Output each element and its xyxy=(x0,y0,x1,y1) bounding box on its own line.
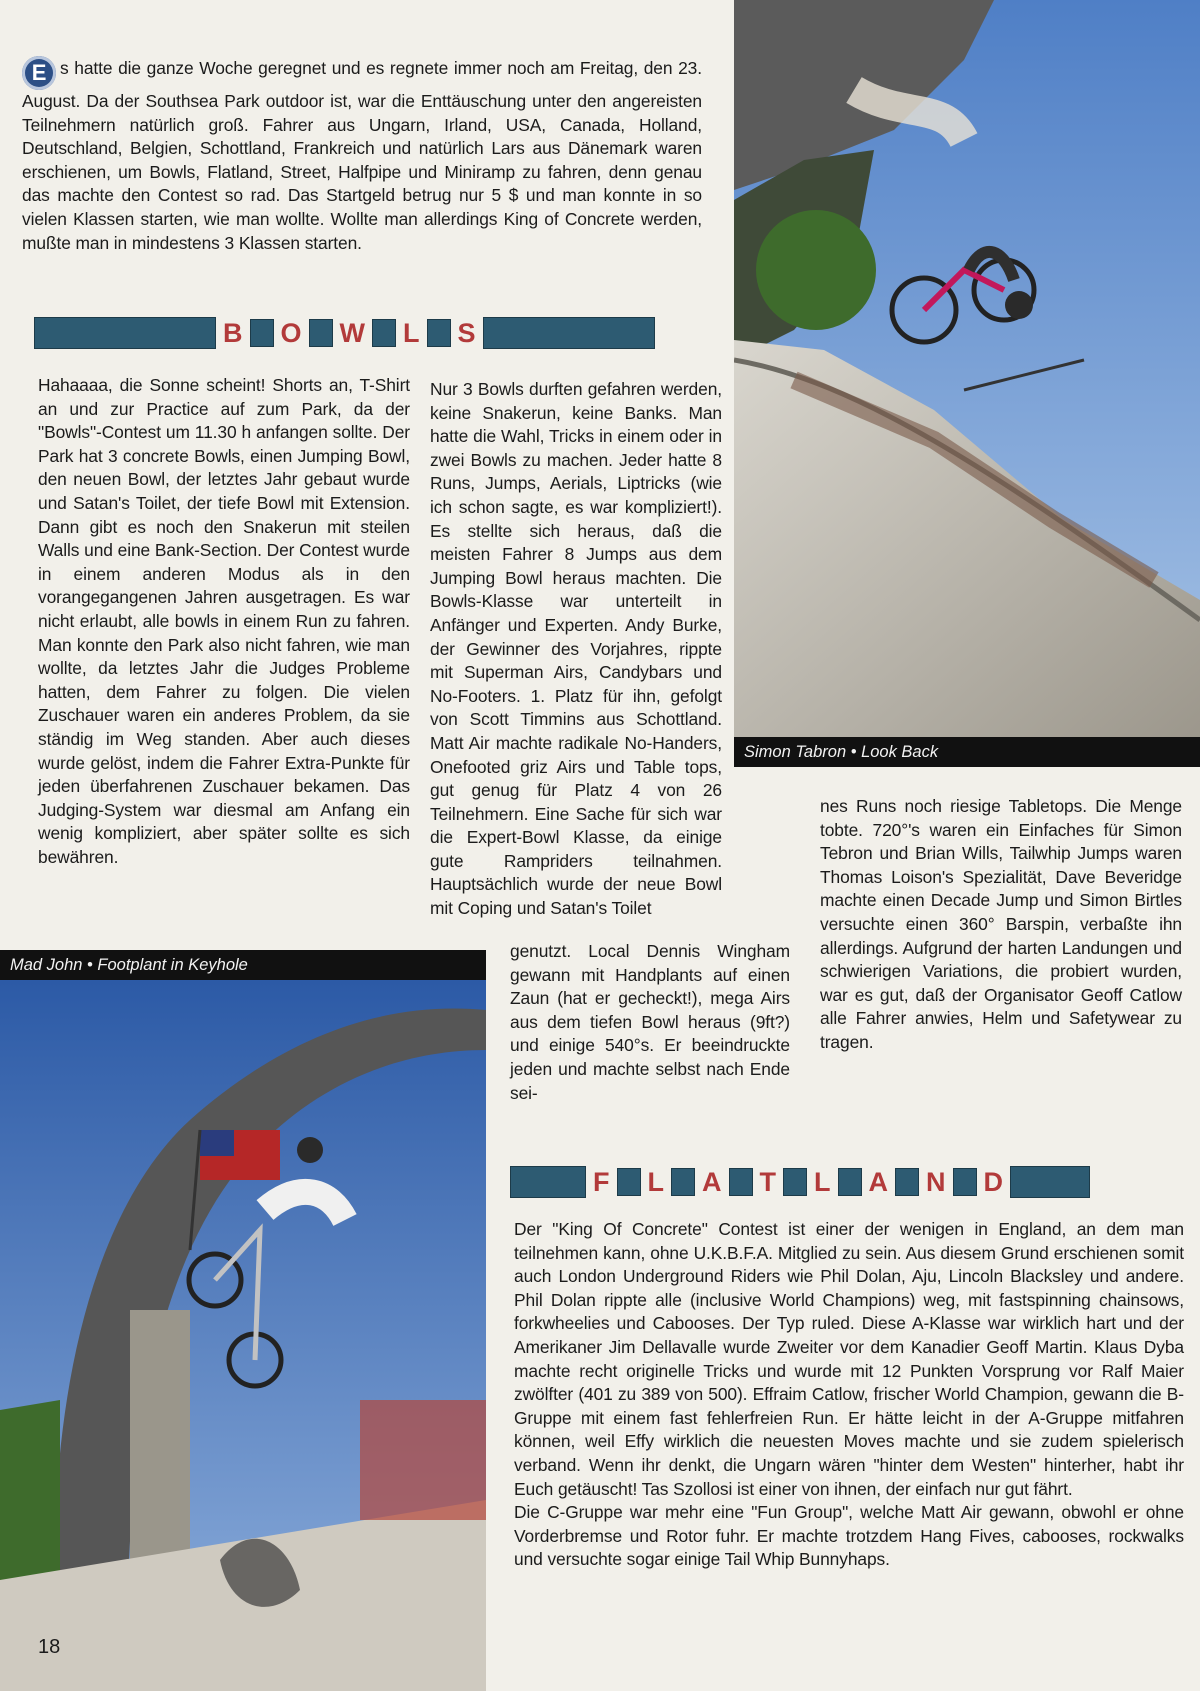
header-bar-left xyxy=(34,317,216,349)
header-letter: O xyxy=(280,318,302,348)
bowls-section-header xyxy=(34,316,655,350)
header-bar-right xyxy=(483,317,655,349)
header-letter: L xyxy=(403,318,420,348)
flatland-paragraph-1: Der "King Of Concrete" Contest ist einer der wenigen in England, an dem man teilnehmen kann, ohne U.K.B.F.A. Mitglied zu sein. Aus diesem Grund erschienen somit auch London Underground Riders wie Phil Dolan, Aju, Lincoln Blacksley und andere. Phil Dolan rippte alle (inclusive World Champions) weg, mit fastspinning chainsows, forkwheelies und Cabooses. Der Typ ruled. Diese A-Klasse war wirklich hart und der Amerikaner Jim Dellavalle wurde Zweiter vor dem Kanadier Geoff Martin. Klaus Dyba machte recht originelle Tricks und wurde mit 12 Punkten Vorsprung vor Ralf Maier zwölfter (401 zu 389 von 500). Effraim Catlow, frischer World Champion, gewann die B-Gruppe mit einem fast fehlerfreien Run. Er hätte leicht in der A-Gruppe mitfahren können, weil Effy wirklich die neuesten Moves machte und sie zudem spielerisch verband. Wenn ihr denkt, die Ungarn wären "hinter dem Westen" hinterher, habt ihr Euch getäuscht! Tas Szollosi ist einer von ihnen, der einfach nur gut fährt. xyxy=(514,1219,1184,1499)
header-square xyxy=(895,1168,919,1196)
intro-text: s hatte die ganze Woche geregnet und es regnete immer noch am Freitag, den 23. August. Da der Southsea Park outdoor ist, war die Enttäuschung unter den angereisten Teilnehmern natürlich groß. Fahrer aus Ungarn, Irland, USA, Canada, Holland, Deutschland, Belgien, Schottland, Frankreich und natürlich Lars aus Dänemark waren erschienen, um Bowls, Flatland, Street, Halfpipe und Miniramp zu fahren, denn genau das machte den Contest so rad. Das Startgeld betrug nur 5 $ und man konnte in so vielen Klassen starten, wie man wollte. Wollte man allerdings King of Concrete werden, mußte man in mindestens 3 Klassen starten. xyxy=(22,58,702,253)
header-square xyxy=(427,319,451,347)
header-square xyxy=(671,1168,695,1196)
header-square xyxy=(729,1168,753,1196)
header-square xyxy=(372,319,396,347)
page-number: 18 xyxy=(38,1636,61,1658)
header-square xyxy=(838,1168,862,1196)
header-square xyxy=(309,319,333,347)
intro-paragraph xyxy=(22,56,702,255)
header-letter: B xyxy=(223,318,243,348)
header-square xyxy=(953,1168,977,1196)
bowls-column-3: nes Runs noch riesige Tabletops. Die Menge tobte. 720°'s waren ein Einfaches für Simon Tebron und Brian Wills, Tailwhip Jumps waren Thomas Loison's Spezialität, Dave Beveridge machte einen Decade Jump und Simon Birtles versuchte einen 360° Barspin, verbaßte ihn allerdings. Aufgrund der harten Landungen und schwierigen Variations, die probiert wurden, war es gut, daß der Organisator Geoff Catlow alle Fahrer anwies, Helm und Safetywear zu tragen. xyxy=(820,796,1182,1052)
header-square xyxy=(783,1168,807,1196)
flatland-paragraph-2: Die C-Gruppe war mehr eine "Fun Group", welche Matt Air gewann, obwohl er ohne Vorderbremse und Rotor fuhr. Er machte trotzdem Hang Fives, cabooses, rockwalks und versuchte sogar einige Tail Whip Bunnyhaps. xyxy=(514,1502,1184,1570)
photo-mad-john xyxy=(0,980,486,1691)
bowls-column-2-continued: genutzt. Local Dennis Wingham gewann mit Handplants auf einen Zaun (hat er gecheckt!), mega Airs aus dem tiefen Bowl heraus (9ft?) und einige 540°s. Er beeindruckte jeden und machte selbst nach Ende sei- xyxy=(510,941,790,1103)
photo-caption-top-right: Simon Tabron • Look Back xyxy=(734,737,1200,767)
bowls-column-2: Nur 3 Bowls durften gefahren werden, keine Snakerun, keine Banks. Man hatte die Wahl, Tricks in einem oder in zwei Bowls zu machen. Jeder hatte 8 Runs, Jumps, Aerials, Liptricks (wie ich schon sagte, es war kompliziert!). Es stellte sich heraus, daß die meisten Fahrer 8 Jumps aus dem Jumping Bowl heraus machten. Die Bowls-Klasse war unterteilt in Anfänger und Experten. Andy Burke, der Gewinner des Vorjahres, rippte mit Superman Airs, Candybars und No-Footers. 1. Platz für ihn, gefolgt von Scott Timmins aus Schottland. Matt Air machte radikale No-Handers, Onefooted griz Airs und Table tops, gut genug für Platz 4 von 26 Teilnehmern. Eine Sache für sich war die Expert-Bowl Klasse, da einige gute Rampriders teilnahmen. Hauptsächlich wurde der neue Bowl mit Coping und Satan's Toilet xyxy=(430,379,722,919)
header-letter: N xyxy=(926,1167,946,1197)
photo-simon-tabron xyxy=(734,0,1200,740)
header-letter: F xyxy=(593,1167,610,1197)
header-square xyxy=(250,319,274,347)
flatland-section-header xyxy=(510,1165,1090,1199)
header-bar-right xyxy=(1010,1166,1090,1198)
header-square xyxy=(617,1168,641,1196)
header-letter: S xyxy=(457,318,476,348)
photo-caption-bottom-left: Mad John • Footplant in Keyhole xyxy=(0,950,486,980)
bowls-column-1: Hahaaaa, die Sonne scheint! Shorts an, T-Shirt an und zur Practice auf zum Park, da der "Bowls"-Contest um 11.30 h anfangen sollte. Der Park hat 3 concrete Bowls, einen Jumping Bowl, den neuen Bowl, der letztes Jahr gebaut wurde und Satan's Toilet, der tiefe Bowl mit Extension. Dann gibt es noch den Snakerun mit steilen Walls und eine Bank-Section. Der Contest wurde in einem anderen Modus als in den vorangegangenen Jahren ausgetragen. Es war nicht erlaubt, alle bowls in einem Run zu fahren. Man konnte den Park also nicht fahren, wie man wollte, da letztes Jahr die Judges Probleme hatten, dem Fahrer zu folgen. Die vielen Zuschauer waren ein anderes Problem, da sie ständig im Weg standen. Aber auch dieses wurde gelöst, indem die Fahrer Extra-Punkte für jeden überfahrenen Zuschauer bekamen. Das Judging-System war diesmal am Anfang ein wenig kompliziert, aber später sollte es sich bewähren. xyxy=(38,375,410,867)
header-letter: T xyxy=(759,1167,776,1197)
header-letter: L xyxy=(647,1167,664,1197)
header-letter: W xyxy=(339,318,365,348)
flatland-body xyxy=(514,1218,1184,1572)
header-bar-left xyxy=(510,1166,586,1198)
header-letter: L xyxy=(814,1167,831,1197)
header-letter: D xyxy=(983,1167,1003,1197)
header-letter: A xyxy=(702,1167,722,1197)
dropcap-letter: E xyxy=(22,56,56,90)
header-letter: A xyxy=(868,1167,888,1197)
